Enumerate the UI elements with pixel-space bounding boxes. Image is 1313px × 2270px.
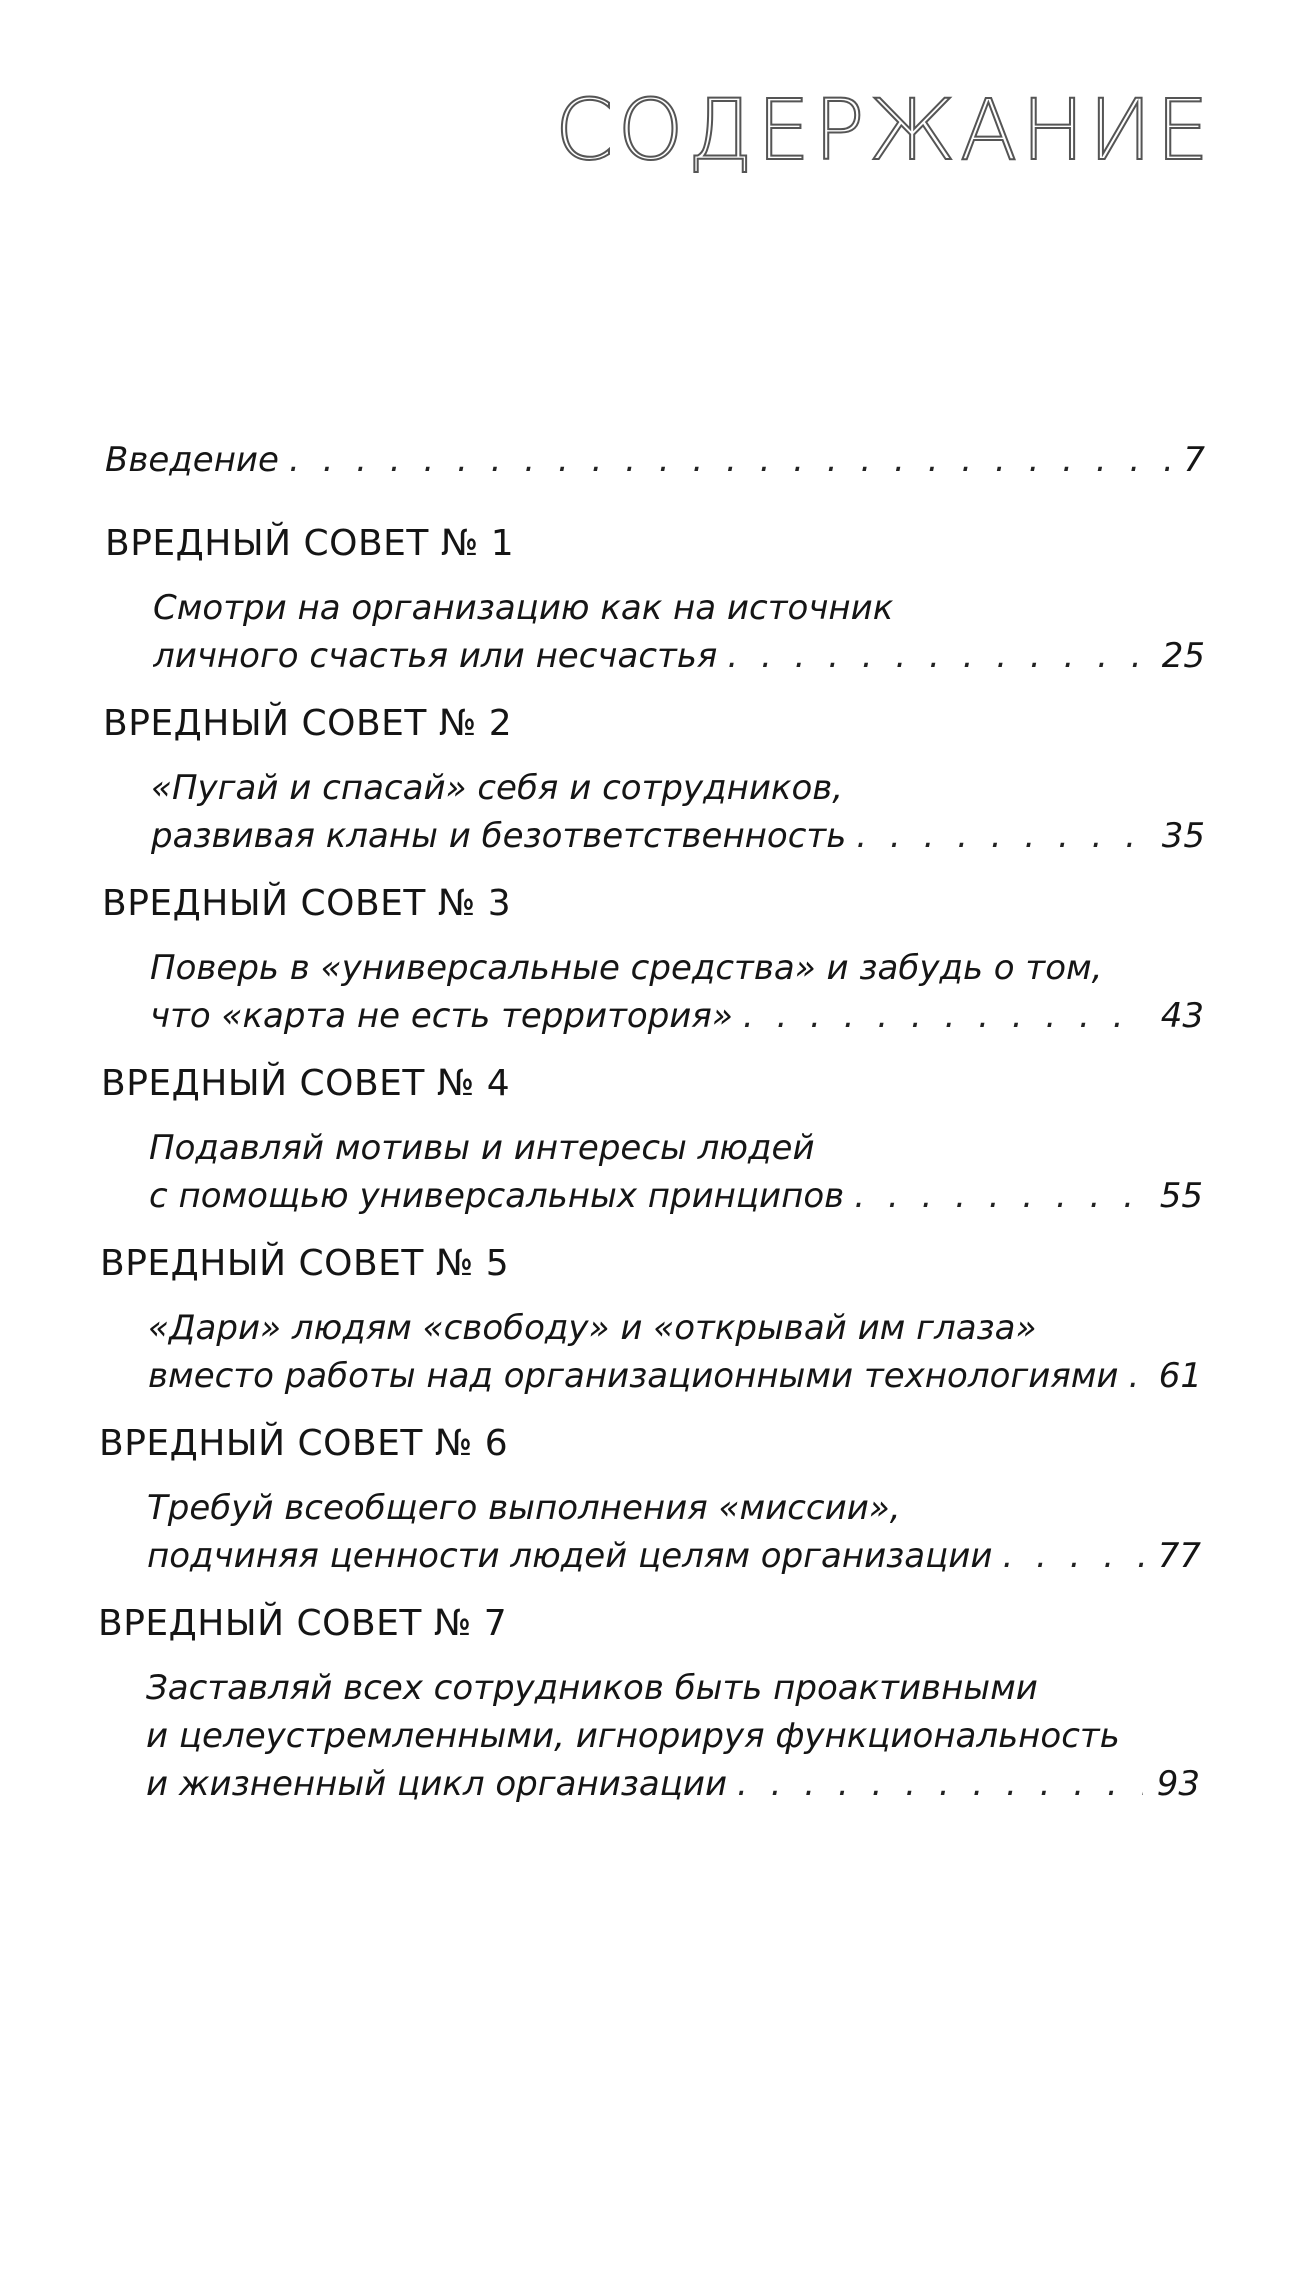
dot-leader [289,440,1169,481]
page-number: 43 [1160,996,1204,1036]
dot-leader [854,1176,1146,1217]
page-number: 7 [1183,440,1205,480]
chapter-heading-5: ВРЕДНЫЙ СОВЕТ № 5 [100,1243,510,1284]
entry-line: и целеустремленными, игнорируя функциональность [146,1716,1120,1756]
entry-line: «Пугай и спасай» себя и сотрудников, [151,768,844,808]
toc-entry-intro[interactable] [105,440,1205,481]
dot-leader [1002,1536,1143,1577]
entry-line: Заставляй всех сотрудников быть проактивными [146,1668,1038,1708]
page-number: 77 [1157,1536,1201,1576]
toc-entry-chapter-6[interactable] [147,1536,1201,1577]
dot-leader [856,816,1147,857]
chapter-heading-7: ВРЕДНЫЙ СОВЕТ № 7 [98,1603,508,1644]
entry-title: с помощью универсальных принципов [149,1176,845,1216]
dot-leader [1129,1356,1145,1397]
entry-line: Подавляй мотивы и интересы людей [149,1128,815,1168]
entry-title: и жизненный цикл организации [146,1764,728,1804]
entry-title: Введение [105,440,279,480]
page-number: 35 [1161,816,1205,856]
dot-leader [737,1764,1143,1805]
page-number: 25 [1161,636,1205,676]
entry-title: подчиняя ценности людей целям организации [147,1536,993,1576]
chapter-heading-6: ВРЕДНЫЙ СОВЕТ № 6 [99,1423,509,1464]
dot-leader [743,996,1147,1037]
toc-entry-chapter-7[interactable] [146,1764,1200,1805]
page-number: 61 [1158,1356,1202,1396]
entry-line: «Дари» людям «свободу» и «открывай им глаза» [148,1308,1037,1348]
toc-entry-chapter-4[interactable] [149,1176,1203,1217]
page-number: 93 [1156,1764,1200,1804]
entry-line: Требуй всеобщего выполнения «миссии», [147,1488,901,1528]
entry-title: личного счастья или несчастья [153,636,718,676]
entry-line: Смотри на организацию как на источник [153,588,894,628]
toc-entry-chapter-3[interactable] [150,996,1204,1037]
toc-entry-chapter-5[interactable] [148,1356,1202,1397]
entry-title: вместо работы над организационными технологиями [148,1356,1119,1396]
chapter-heading-3: ВРЕДНЫЙ СОВЕТ № 3 [102,883,512,924]
dot-leader [727,636,1147,677]
chapter-heading-4: ВРЕДНЫЙ СОВЕТ № 4 [101,1063,511,1104]
chapter-heading-1: ВРЕДНЫЙ СОВЕТ № 1 [105,523,515,564]
page-number: 55 [1159,1176,1203,1216]
page-title: СОДЕРЖАНИЕ [554,81,1213,179]
entry-line: Поверь в «универсальные средства» и забудь о том, [150,948,1103,988]
entry-title: что «карта не есть территория» [150,996,733,1036]
toc-entry-chapter-1[interactable] [153,636,1205,677]
entry-title: развивая кланы и безответственность [151,816,847,856]
chapter-heading-2: ВРЕДНЫЙ СОВЕТ № 2 [103,703,513,744]
toc-entry-chapter-2[interactable] [151,816,1205,857]
